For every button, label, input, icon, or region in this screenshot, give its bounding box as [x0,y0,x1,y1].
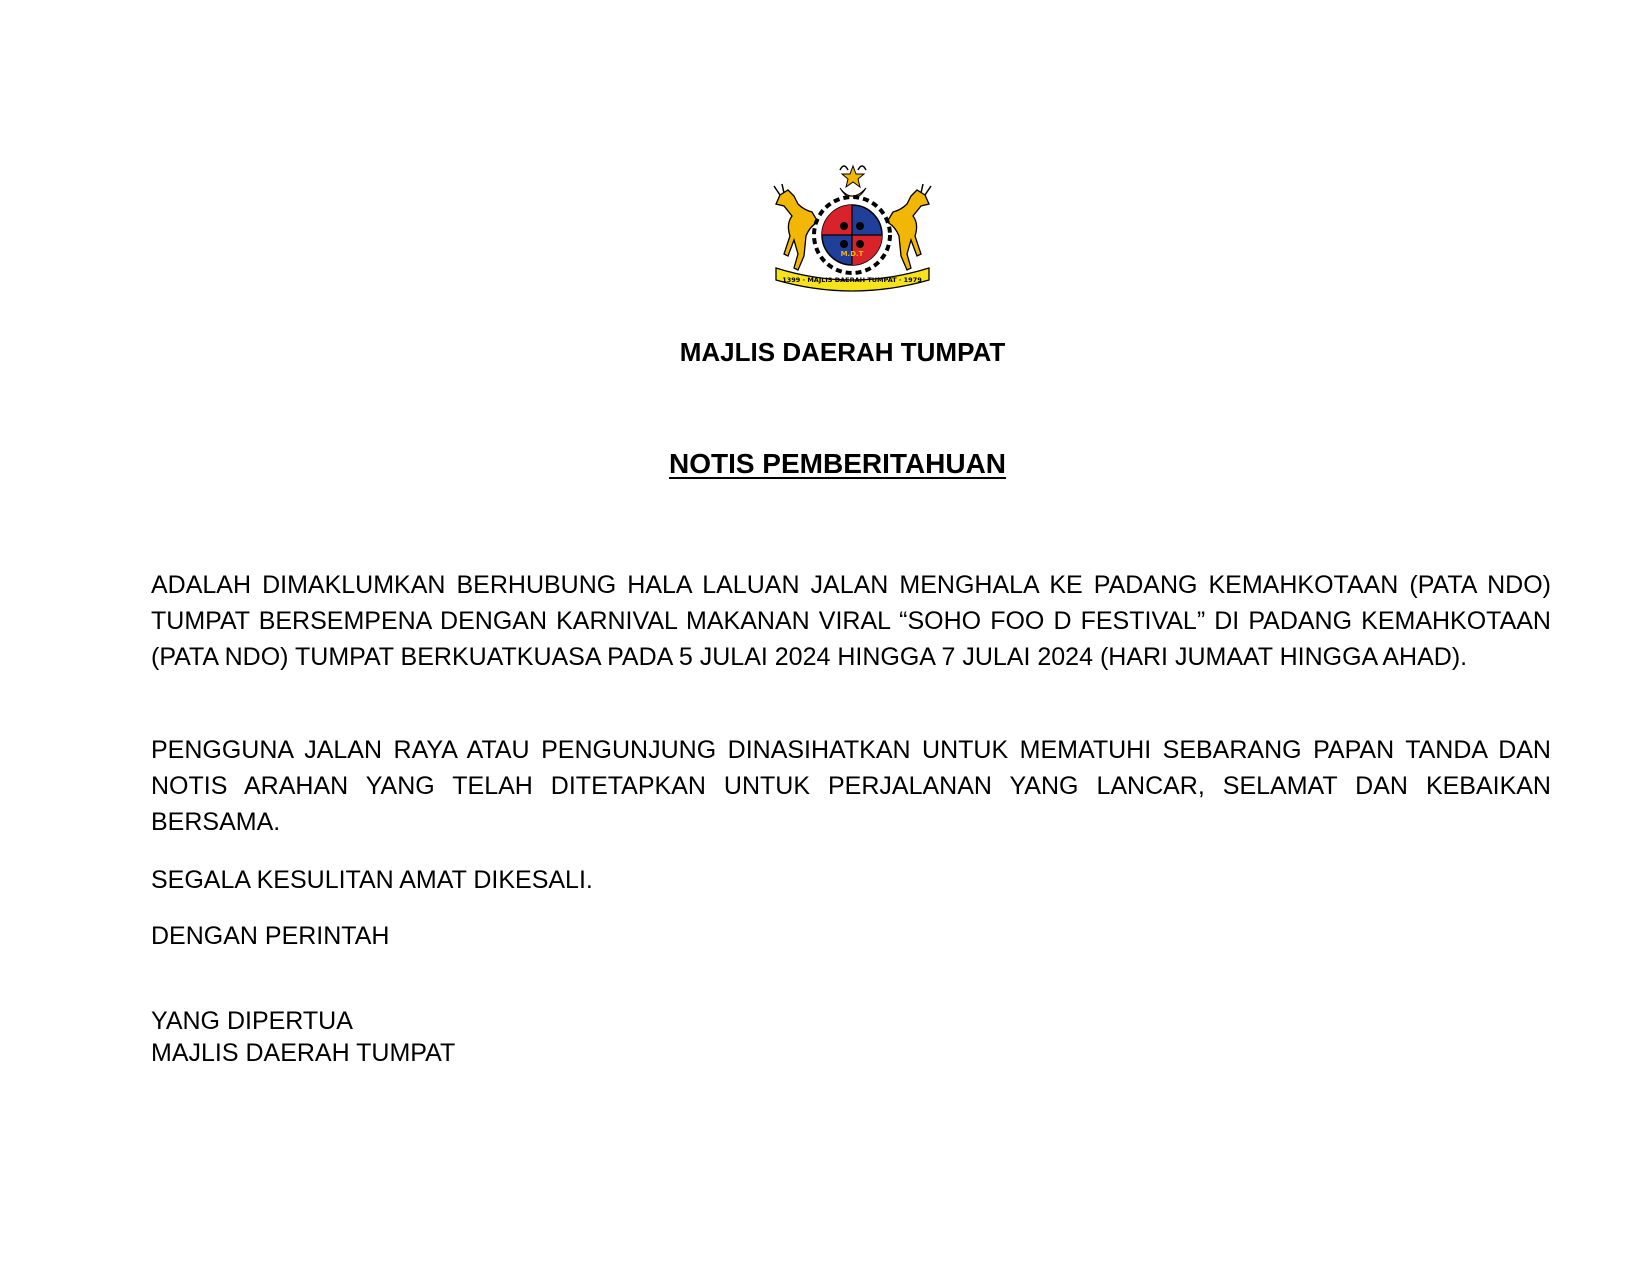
svg-text:M.D.T: M.D.T [840,250,864,258]
notice-paragraph-4: DENGAN PERINTAH [151,922,390,950]
notice-paragraph-2: PENGGUNA JALAN RAYA ATAU PENGUNJUNG DINASIHATKAN UNTUK MEMATUHI SEBARANG PAPAN TANDA DAN NOTIS ARAHAN YANG TELAH DITETAPKAN UNTUK PERJALANAN YANG LANCAR, SELAMAT DAN KEBAIKAN BERSAMA. [151,736,1551,836]
organization-title: MAJLIS DAERAH TUMPAT [679,337,1006,367]
signature-organization: MAJLIS DAERAH TUMPAT [151,1039,456,1067]
signature-block [151,1005,455,1069]
notice-paragraph-1: ADALAH DIMAKLUMKAN BERHUBUNG HALA LALUAN JALAN MENGHALA KE PADANG KEMAHKOTAAN (PATA NDO) TUMPAT BERSEMPENA DENGAN KARNIVAL MAKANAN VIRAL “SOHO FOO D FESTIVAL” DI PADANG KEMAHKOTAAN (PATA NDO) TUMPAT BERKUATKUASA PADA 5 JULAI 2024 HINGGA 7 JULAI 2024 (HARI JUMAAT HINGGA AHAD). [151,571,1551,671]
signature-title: YANG DIPERTUA [151,1007,353,1035]
majlis-daerah-tumpat-crest-icon [770,160,935,295]
svg-text:1399 · MAJLIS DAERAH TUMPAT ·: 1399 · MAJLIS DAERAH TUMPAT · 1979 [782,276,922,284]
notice-paragraph-3: SEGALA KESULITAN AMAT DIKESALI. [151,866,593,894]
notice-title: NOTIS PEMBERITAHUAN [668,448,1007,479]
